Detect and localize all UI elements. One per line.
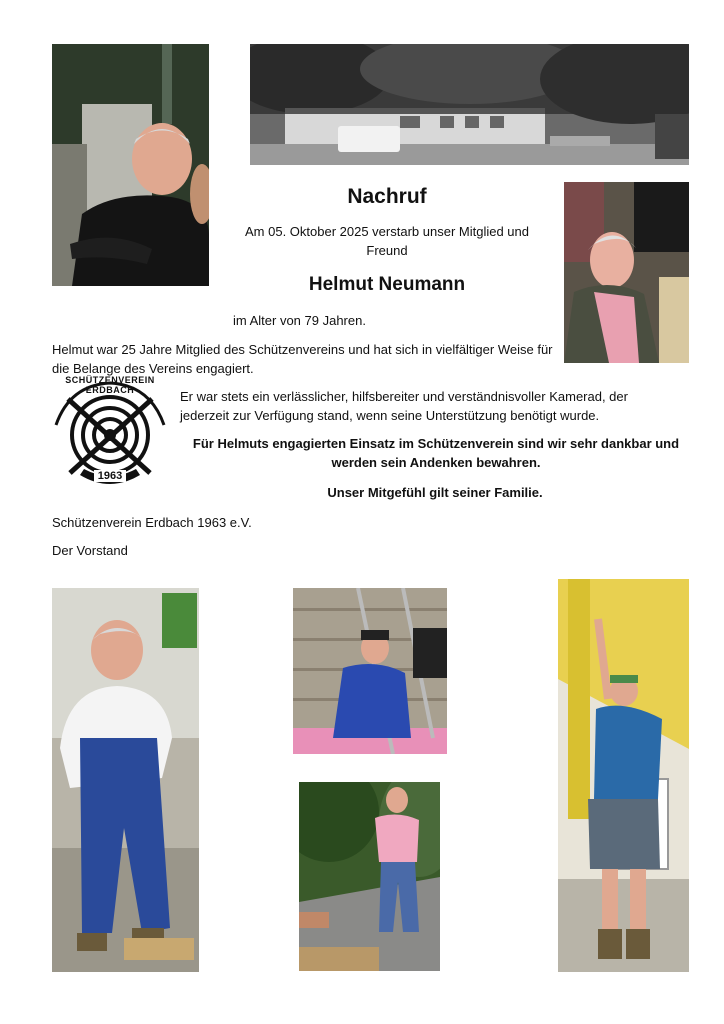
page-title: Nachruf (347, 185, 427, 208)
photo-ladder-crouching (293, 588, 447, 754)
age-text: im Alter von 79 Jahren. (233, 313, 366, 328)
photo-ceiling-insulation (558, 579, 689, 972)
photo-portrait-dark-shirt (52, 44, 209, 286)
intro-text: Am 05. Oktober 2025 verstarb unser Mitglied und Freund (245, 224, 529, 258)
club-name: Schützenverein Erdbach 1963 e.V. (52, 515, 252, 530)
photo-portrait-vest (564, 182, 689, 363)
photo-roof-standing (299, 782, 440, 971)
board-signature: Der Vorstand (52, 543, 128, 558)
thanks-text: Für Helmuts engagierten Einsatz im Schützenverein sind wir sehr dankbar und werden sein Andenken bewahren. (192, 436, 680, 470)
paragraph-membership: Helmut war 25 Jahre Mitglied des Schützenvereins und hat sich in vielfältiger Weise für die Belange des Vereins engagiert. (52, 342, 553, 376)
deceased-name: Helmut Neumann (308, 274, 466, 295)
club-logo-text: SCHÜTZENVEREIN ERDBACH (65, 375, 155, 395)
club-logo-year: 1963 (94, 470, 126, 482)
club-logo (50, 377, 170, 495)
photo-overalls-standing (52, 588, 199, 972)
photo-clubhouse (250, 44, 689, 165)
condolence-text: Unser Mitgefühl gilt seiner Familie. (327, 485, 543, 500)
paragraph-character: Er war stets ein verlässlicher, hilfsbereiter und verständnisvoller Kamerad, der jederzeit zur Verfügung stand, wenn seine Unterstützung benötigt wurde. (180, 389, 628, 423)
